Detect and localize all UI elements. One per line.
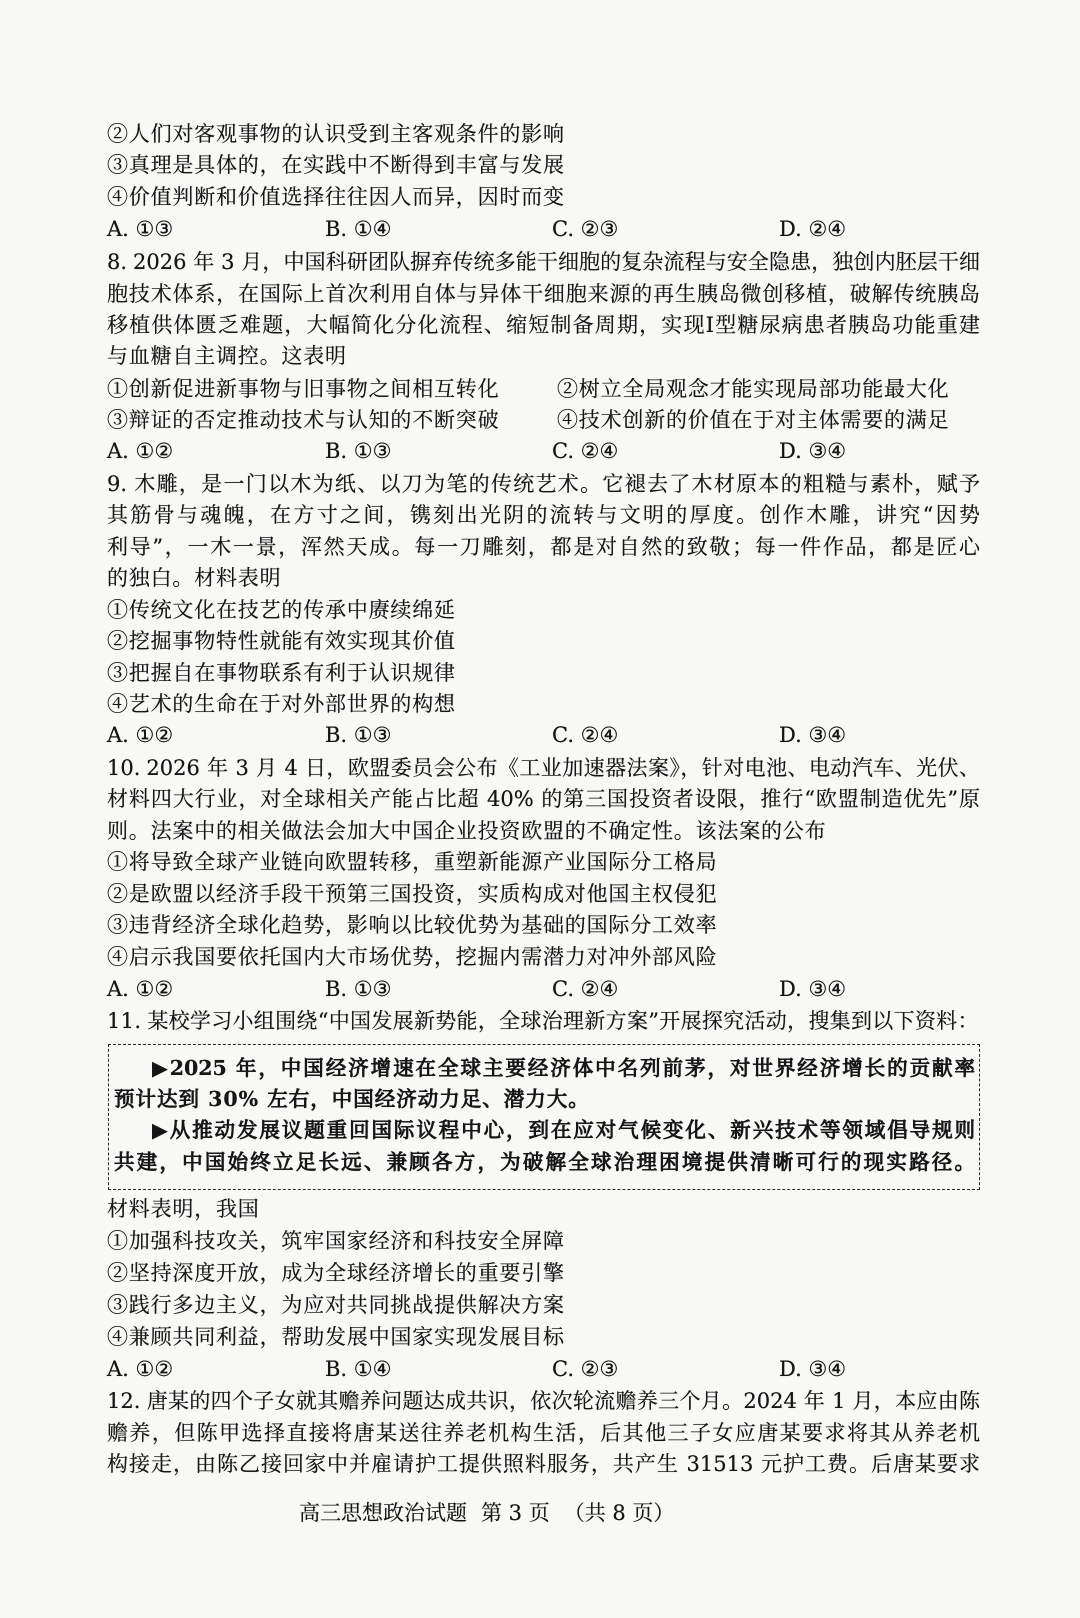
material-line: 共建，中国始终立足长远、兼顾各方，为破解全球治理困境提供清晰可行的现实路径。 bbox=[114, 1150, 975, 1174]
question-stem-line: 构接走，由陈乙接回家中并雇请护工提供照料服务，共产生 31513 元护工费。后唐某要求 bbox=[107, 1452, 980, 1476]
statement-item: ②人们对客观事物的认识受到主客观条件的影响 bbox=[107, 122, 565, 146]
answer-options bbox=[0, 720, 1080, 751]
footer-page-number: 第 3 页 bbox=[481, 1501, 550, 1525]
statement-item: ④兼顾共同利益，帮助发展中国家实现发展目标 bbox=[107, 1325, 565, 1349]
statement-item: ①将导致全球产业链向欧盟转移，重塑新能源产业国际分工格局 bbox=[107, 850, 718, 874]
option-a: A. ①② bbox=[107, 977, 174, 1001]
option-b: B. ①③ bbox=[325, 439, 392, 463]
option-c: C. ②③ bbox=[552, 217, 619, 241]
footer-total-pages: （共 8 页） bbox=[563, 1501, 675, 1525]
option-b: B. ①③ bbox=[325, 977, 392, 1001]
material-line: 预计达到 30% 左右，中国经济动力足、潜力大。 bbox=[114, 1087, 590, 1111]
question-number: 12. bbox=[107, 1389, 141, 1413]
option-b: B. ①③ bbox=[325, 723, 392, 747]
option-b: B. ①④ bbox=[325, 217, 392, 241]
stem-text: 2026 年 3 月 4 日，欧盟委员会公布《工业加速器法案》，针对电池、电动汽车、光伏、 bbox=[146, 756, 980, 780]
statement-item: ②树立全局观念才能实现局部功能最大化 bbox=[557, 377, 950, 401]
statement-item: ③真理是具体的，在实践中不断得到丰富与发展 bbox=[107, 153, 565, 177]
question-stem-line: 其筋骨与魂魄，在方寸之间，镌刻出光阴的流转与文明的厚度。创作木雕，讲究“因势 bbox=[107, 503, 980, 527]
statement-item: ①加强科技攻关，筑牢国家经济和科技安全屏障 bbox=[107, 1229, 565, 1253]
option-d: D. ②④ bbox=[779, 217, 847, 241]
statement-item: ③把握自在事物联系有利于认识规律 bbox=[107, 661, 456, 685]
option-b: B. ①④ bbox=[325, 1357, 392, 1381]
option-a: A. ①② bbox=[107, 439, 174, 463]
stem-text: 2026 年 3 月，中国科研团队摒弃传统多能干细胞的复杂流程与安全隐患，独创内胚层干细 bbox=[133, 250, 980, 274]
statement-item: ②挖掘事物特性就能有效实现其价值 bbox=[107, 629, 456, 653]
page-footer bbox=[299, 1498, 688, 1529]
question-stem-line: 利导”，一木一景，浑然天成。每一刀雕刻，都是对自然的致敬；每一件作品，都是匠心 bbox=[107, 535, 980, 559]
stem-text: 某校学习小组围绕“中国发展新势能，全球治理新方案”开展探究活动，搜集到以下资料： bbox=[147, 1009, 979, 1033]
option-c: C. ②③ bbox=[552, 1357, 619, 1381]
question-stem-line bbox=[107, 469, 980, 500]
option-c: C. ②④ bbox=[552, 723, 619, 747]
footer-subject: 高三思想政治试题 bbox=[299, 1501, 467, 1525]
option-d: D. ③④ bbox=[779, 723, 847, 747]
statement-item: ④价值判断和价值选择往往因人而异，因时而变 bbox=[107, 185, 565, 209]
question-stem-line: 则。法案中的相关做法会加大中国企业投资欧盟的不确定性。该法案的公布 bbox=[107, 819, 827, 843]
statement-item: ①创新促进新事物与旧事物之间相互转化 bbox=[107, 377, 500, 401]
question-stem-line bbox=[107, 1386, 980, 1417]
option-a: A. ①③ bbox=[107, 217, 174, 241]
statement-item: ④技术创新的价值在于对主体需要的满足 bbox=[557, 408, 950, 432]
option-c: C. ②④ bbox=[552, 977, 619, 1001]
question-lead: 材料表明，我国 bbox=[107, 1197, 260, 1221]
statement-item: ②是欧盟以经济手段干预第三国投资，实质构成对他国主权侵犯 bbox=[107, 882, 718, 906]
statement-item: ③违背经济全球化趋势，影响以比较优势为基础的国际分工效率 bbox=[107, 913, 718, 937]
question-stem-line bbox=[107, 247, 980, 278]
option-a: A. ①② bbox=[107, 1357, 174, 1381]
question-stem-line: 材料四大行业，对全球相关产能占比超 40% 的第三国投资者设限，推行“欧盟制造优先”原 bbox=[107, 787, 980, 811]
answer-options bbox=[0, 214, 1080, 245]
question-stem-line: 胞技术体系，在国际上首次利用自体与异体干细胞来源的再生胰岛微创移植，破解传统胰岛 bbox=[107, 282, 980, 306]
answer-options bbox=[0, 1354, 1080, 1385]
question-number: 8. bbox=[107, 250, 128, 274]
statement-item: ①传统文化在技艺的传承中赓续绵延 bbox=[107, 598, 456, 622]
option-c: C. ②④ bbox=[552, 439, 619, 463]
material-line: ▶2025 年，中国经济增速在全球主要经济体中名列前茅，对世界经济增长的贡献率 bbox=[152, 1056, 975, 1080]
answer-options bbox=[0, 436, 1080, 467]
stem-text: 木雕，是一门以木为纸、以刀为笔的传统艺术。它褪去了木材原本的粗糙与素朴，赋予 bbox=[133, 472, 980, 496]
option-d: D. ③④ bbox=[779, 1357, 847, 1381]
material-line: ▶从推动发展议题重回国际议程中心，到在应对气候变化、新兴技术等领域倡导规则 bbox=[152, 1118, 975, 1142]
question-stem-line: 赡养，但陈甲选择直接将唐某送往养老机构生活，后其他三子女应唐某要求将其从养老机 bbox=[107, 1421, 980, 1445]
statement-item: ④启示我国要依托国内大市场优势，挖掘内需潜力对冲外部风险 bbox=[107, 945, 718, 969]
question-stem-line: 移植供体匮乏难题，大幅简化分化流程、缩短制备周期，实现Ⅰ型糖尿病患者胰岛功能重建 bbox=[107, 313, 980, 337]
statement-item: ④艺术的生命在于对外部世界的构想 bbox=[107, 692, 456, 716]
statement-item: ③践行多边主义，为应对共同挑战提供解决方案 bbox=[107, 1293, 565, 1317]
statement-item: ②坚持深度开放，成为全球经济增长的重要引擎 bbox=[107, 1261, 565, 1285]
question-number: 11. bbox=[107, 1009, 142, 1033]
question-stem-line bbox=[107, 1006, 979, 1037]
option-d: D. ③④ bbox=[779, 439, 847, 463]
answer-options bbox=[0, 974, 1080, 1005]
option-d: D. ③④ bbox=[779, 977, 847, 1001]
question-stem-line: 与血糖自主调控。这表明 bbox=[107, 344, 347, 368]
statement-item: ③辩证的否定推动技术与认知的不断突破 bbox=[107, 408, 500, 432]
stem-text: 唐某的四个子女就其赡养问题达成共识，依次轮流赡养三个月。2024 年 1 月，本应由陈 bbox=[146, 1389, 980, 1413]
question-number: 10. bbox=[107, 756, 141, 780]
option-a: A. ①② bbox=[107, 723, 174, 747]
question-number: 9. bbox=[107, 472, 128, 496]
question-stem-line bbox=[107, 753, 980, 784]
question-stem-line: 的独白。材料表明 bbox=[107, 566, 282, 590]
